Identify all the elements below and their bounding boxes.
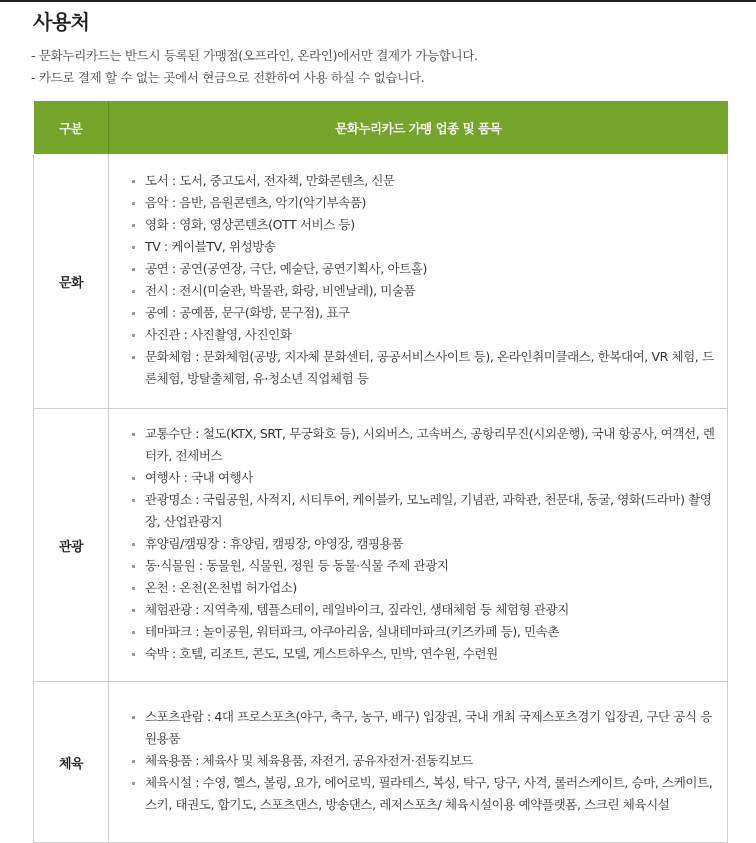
list-item: 동·식물원 : 동물원, 식물원, 정원 등 동물·식물 주제 관광지 bbox=[132, 555, 715, 577]
list-item: 온천 : 온천(온천법 허가업소) bbox=[132, 577, 715, 599]
notice-list bbox=[31, 45, 478, 89]
page-title: 사용처 bbox=[33, 10, 90, 34]
merchant-category-table bbox=[33, 101, 728, 843]
items-cell bbox=[109, 409, 728, 682]
list-item: 휴양림/캠핑장 : 휴양림, 캠핑장, 야영장, 캠핑용품 bbox=[132, 533, 715, 555]
list-item: TV : 케이블TV, 위성방송 bbox=[132, 236, 715, 258]
list-item: 교통수단 : 철도(KTX, SRT, 무궁화호 등), 시외버스, 고속버스, 공항리무진(시외운행), 국내 항공사, 여객선, 렌터카, 전세버스 bbox=[132, 423, 715, 467]
list-item: 문화체험 : 문화체험(공방, 지자체 문화센터, 공공서비스사이트 등), 온라인취미클래스, 한복대여, VR 체험, 드론체험, 방탈출체험, 유·청소년 직업체험 등 bbox=[132, 346, 715, 390]
header-category: 구분 bbox=[34, 101, 109, 154]
list-item: 사진관 : 사진촬영, 사진인화 bbox=[132, 324, 715, 346]
list-item: 음악 : 음반, 음원콘텐츠, 악기(악기부속품) bbox=[132, 192, 715, 214]
list-item: 공연 : 공연(공연장, 극단, 예술단, 공연기획사, 아트홀) bbox=[132, 258, 715, 280]
list-item: 스포츠관람 : 4대 프로스포츠(야구, 축구, 농구, 배구) 입장권, 국내 개최 국제스포츠경기 입장권, 구단 공식 응원용품 bbox=[132, 706, 715, 750]
list-item: 전시 : 전시(미술관, 박물관, 화랑, 비엔날레), 미술품 bbox=[132, 280, 715, 302]
table-row-tourism bbox=[34, 409, 728, 682]
item-list bbox=[109, 154, 727, 408]
category-cell: 문화 bbox=[34, 154, 109, 409]
items-cell bbox=[109, 682, 728, 843]
table-header-row bbox=[34, 101, 728, 154]
list-item: 여행사 : 국내 여행사 bbox=[132, 467, 715, 489]
table-row-culture bbox=[34, 154, 728, 409]
list-item: 도서 : 도서, 중고도서, 전자책, 만화콘텐츠, 신문 bbox=[132, 170, 715, 192]
merchant-table-wrapper bbox=[33, 101, 727, 843]
list-item: 체육용품 : 체육사 및 체육용품, 자전거, 공유자전거·전동킥보드 bbox=[132, 750, 715, 772]
category-cell: 관광 bbox=[34, 409, 109, 682]
item-list bbox=[109, 694, 727, 830]
list-item: 관광명소 : 국립공원, 사적지, 시티투어, 케이블카, 모노레일, 기념관, 과학관, 천문대, 동굴, 영화(드라마) 촬영장, 산업관광지 bbox=[132, 489, 715, 533]
list-item: 체육시설 : 수영, 헬스, 볼링, 요가, 에어로빅, 필라테스, 복싱, 탁구, 당구, 사격, 롤러스케이트, 승마, 스케이트, 스키, 태권도, 합기도, 스포츠댄스, 방송댄스, 레저스포츠/ 체육시설이용 예약플랫폼, 스크린 체육시설 bbox=[132, 772, 715, 816]
items-cell bbox=[109, 154, 728, 409]
notice-item: - 문화누리카드는 반드시 등록된 가맹점(오프라인, 온라인)에서만 결제가 가능합니다. bbox=[31, 45, 478, 67]
list-item: 체험관광 : 지역축제, 템플스테이, 레일바이크, 짚라인, 생태체험 등 체험형 관광지 bbox=[132, 599, 715, 621]
list-item: 숙박 : 호텔, 리조트, 콘도, 모텔, 게스트하우스, 민박, 연수원, 수련원 bbox=[132, 643, 715, 665]
item-list bbox=[109, 409, 727, 681]
list-item: 영화 : 영화, 영상콘텐츠(OTT 서비스 등) bbox=[132, 214, 715, 236]
list-item: 공예 : 공예품, 문구(화방, 문구점), 표구 bbox=[132, 302, 715, 324]
header-items: 문화누리카드 가맹 업종 및 품목 bbox=[109, 101, 728, 154]
category-cell: 체육 bbox=[34, 682, 109, 843]
notice-item: - 카드로 결제 할 수 없는 곳에서 현금으로 전환하여 사용 하실 수 없습니다. bbox=[31, 67, 478, 89]
top-divider bbox=[0, 0, 756, 2]
list-item: 테마파크 : 놀이공원, 워터파크, 아쿠아리움, 실내테마파크(키즈카페 등), 민속촌 bbox=[132, 621, 715, 643]
table-row-sports bbox=[34, 682, 728, 843]
